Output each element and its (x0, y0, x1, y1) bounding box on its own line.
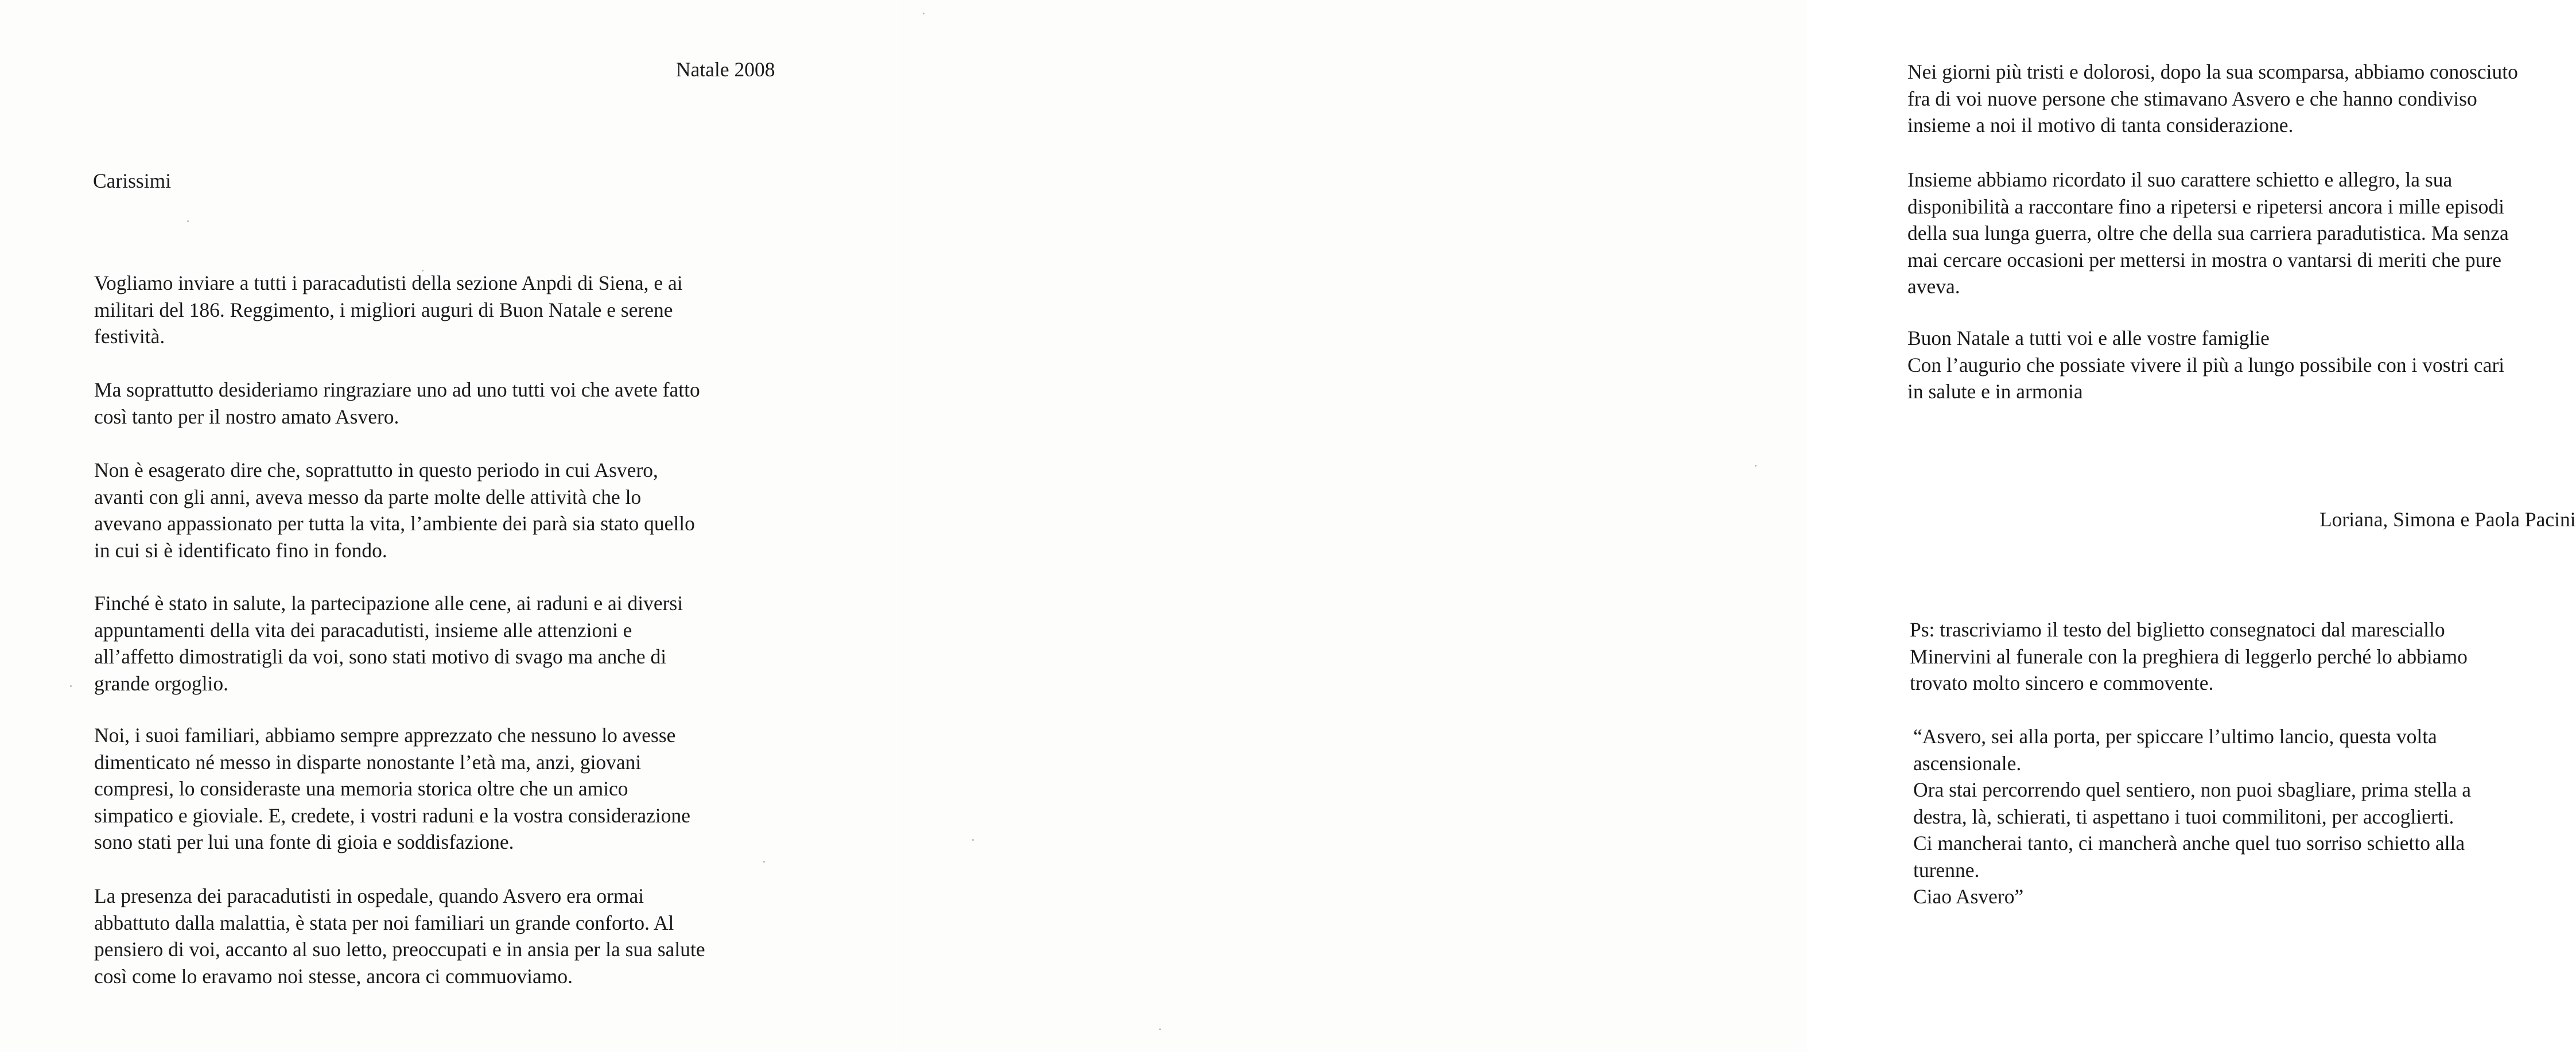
paragraph-sad-days: Nei giorni più tristi e dolorosi, dopo la sua scomparsa, abbiamo conosciuto fra di voi nuove persone che stimavano Asvero e che hanno condiviso insieme a noi il motivo di tanta considerazione. (1907, 60, 2518, 137)
paragraph-wishes: Buon Natale a tutti voi e alle vostre famiglie Con l’augurio che possiate vivere il più a lungo possibile con i vostri cari in salute e in armonia (1907, 327, 2505, 403)
letter-signature: Loriana, Simona e Paola Pacini (2319, 508, 2576, 531)
quoted-note: “Asvero, sei alla porta, per spiccare l’ultimo lancio, questa volta ascensionale. Ora stai percorrendo quel sentiero, non puoi sbagliare, prima stella a destra, là, schierati, ti aspettano i tuoi commilitoni, per accoglierti. Ci mancherai tanto, ci mancherà anche quel tuo sorriso schietto alla turenne. Ciao Asvero” (1913, 725, 2471, 908)
postscript: Ps: trascriviamo il testo del biglietto consegnatoci dal maresciallo Minervini al funerale con la preghiera di leggerlo perché lo abbiamo trovato molto sincero e commovente. (1910, 618, 2468, 694)
paragraph-memories: Insieme abbiamo ricordato il suo carattere schietto e allegro, la sua disponibilità a raccontare fino a ripetersi e ripetersi ancora i mille episodi della sua lunga guerra, oltre che della sua carriera paradutistica. Ma senza mai cercare occasioni per mettersi in mostra o vantarsi di meriti che pure aveva. (1907, 168, 2509, 298)
scan-speck (923, 13, 924, 14)
scan-speck (422, 270, 423, 271)
paragraph-greetings: Vogliamo inviare a tutti i paracadutisti della sezione Anpdi di Siena, e ai militari del 186. Reggimento, i migliori auguri di Buon Natale e serene festività. (94, 271, 683, 348)
scan-speck (1159, 1028, 1161, 1030)
scan-speck (1755, 465, 1757, 467)
paragraph-health: Finché è stato in salute, la partecipazione alle cene, ai raduni e ai diversi appuntamenti della vita dei paracadutisti, insieme alle attenzioni e all’affetto dimostratigli da voi, sono stati motivo di svago ma anche di grande orgoglio. (94, 592, 683, 695)
paragraph-hospital: La presenza dei paracadutisti in ospedale, quando Asvero era ormai abbattuto dalla malattia, è stata per noi familiari un grande conforto. Al pensiero di voi, accanto al suo letto, preoccupati e in ansia per la sua salute così come lo eravamo noi stesse, ancora ci commuoviamo. (94, 884, 705, 988)
paragraph-family: Noi, i suoi familiari, abbiamo sempre apprezzato che nessuno lo avesse dimenticato né messo in disparte nonostante l’età ma, anzi, giovani compresi, lo consideraste una memoria storica oltre che un amico simpatico e gioviale. E, credete, i vostri raduni e la vostra considerazione sono stati per lui una fonte di gioia e soddisfazione. (94, 724, 690, 853)
scan-speck (70, 685, 72, 687)
scan-speck (763, 861, 765, 863)
letter-page-right (903, 0, 2576, 1052)
scan-speck (972, 839, 974, 841)
paragraph-thanks: Ma soprattutto desideriamo ringraziare uno ad uno tutti voi che avete fatto così tanto per il nostro amato Asvero. (94, 378, 700, 428)
letter-salutation: Carissimi (93, 169, 172, 192)
letter-page-left (0, 0, 903, 1052)
scan-speck (187, 220, 189, 222)
paragraph-environment: Non è esagerato dire che, soprattutto in questo periodo in cui Asvero, avanti con gli anni, aveva messo da parte molte delle attività che lo avevano appassionato per tutta la vita, l’ambiente dei parà sia stato quello in cui si è identificato fino in fondo. (94, 459, 695, 562)
letter-date: Natale 2008 (676, 58, 775, 81)
